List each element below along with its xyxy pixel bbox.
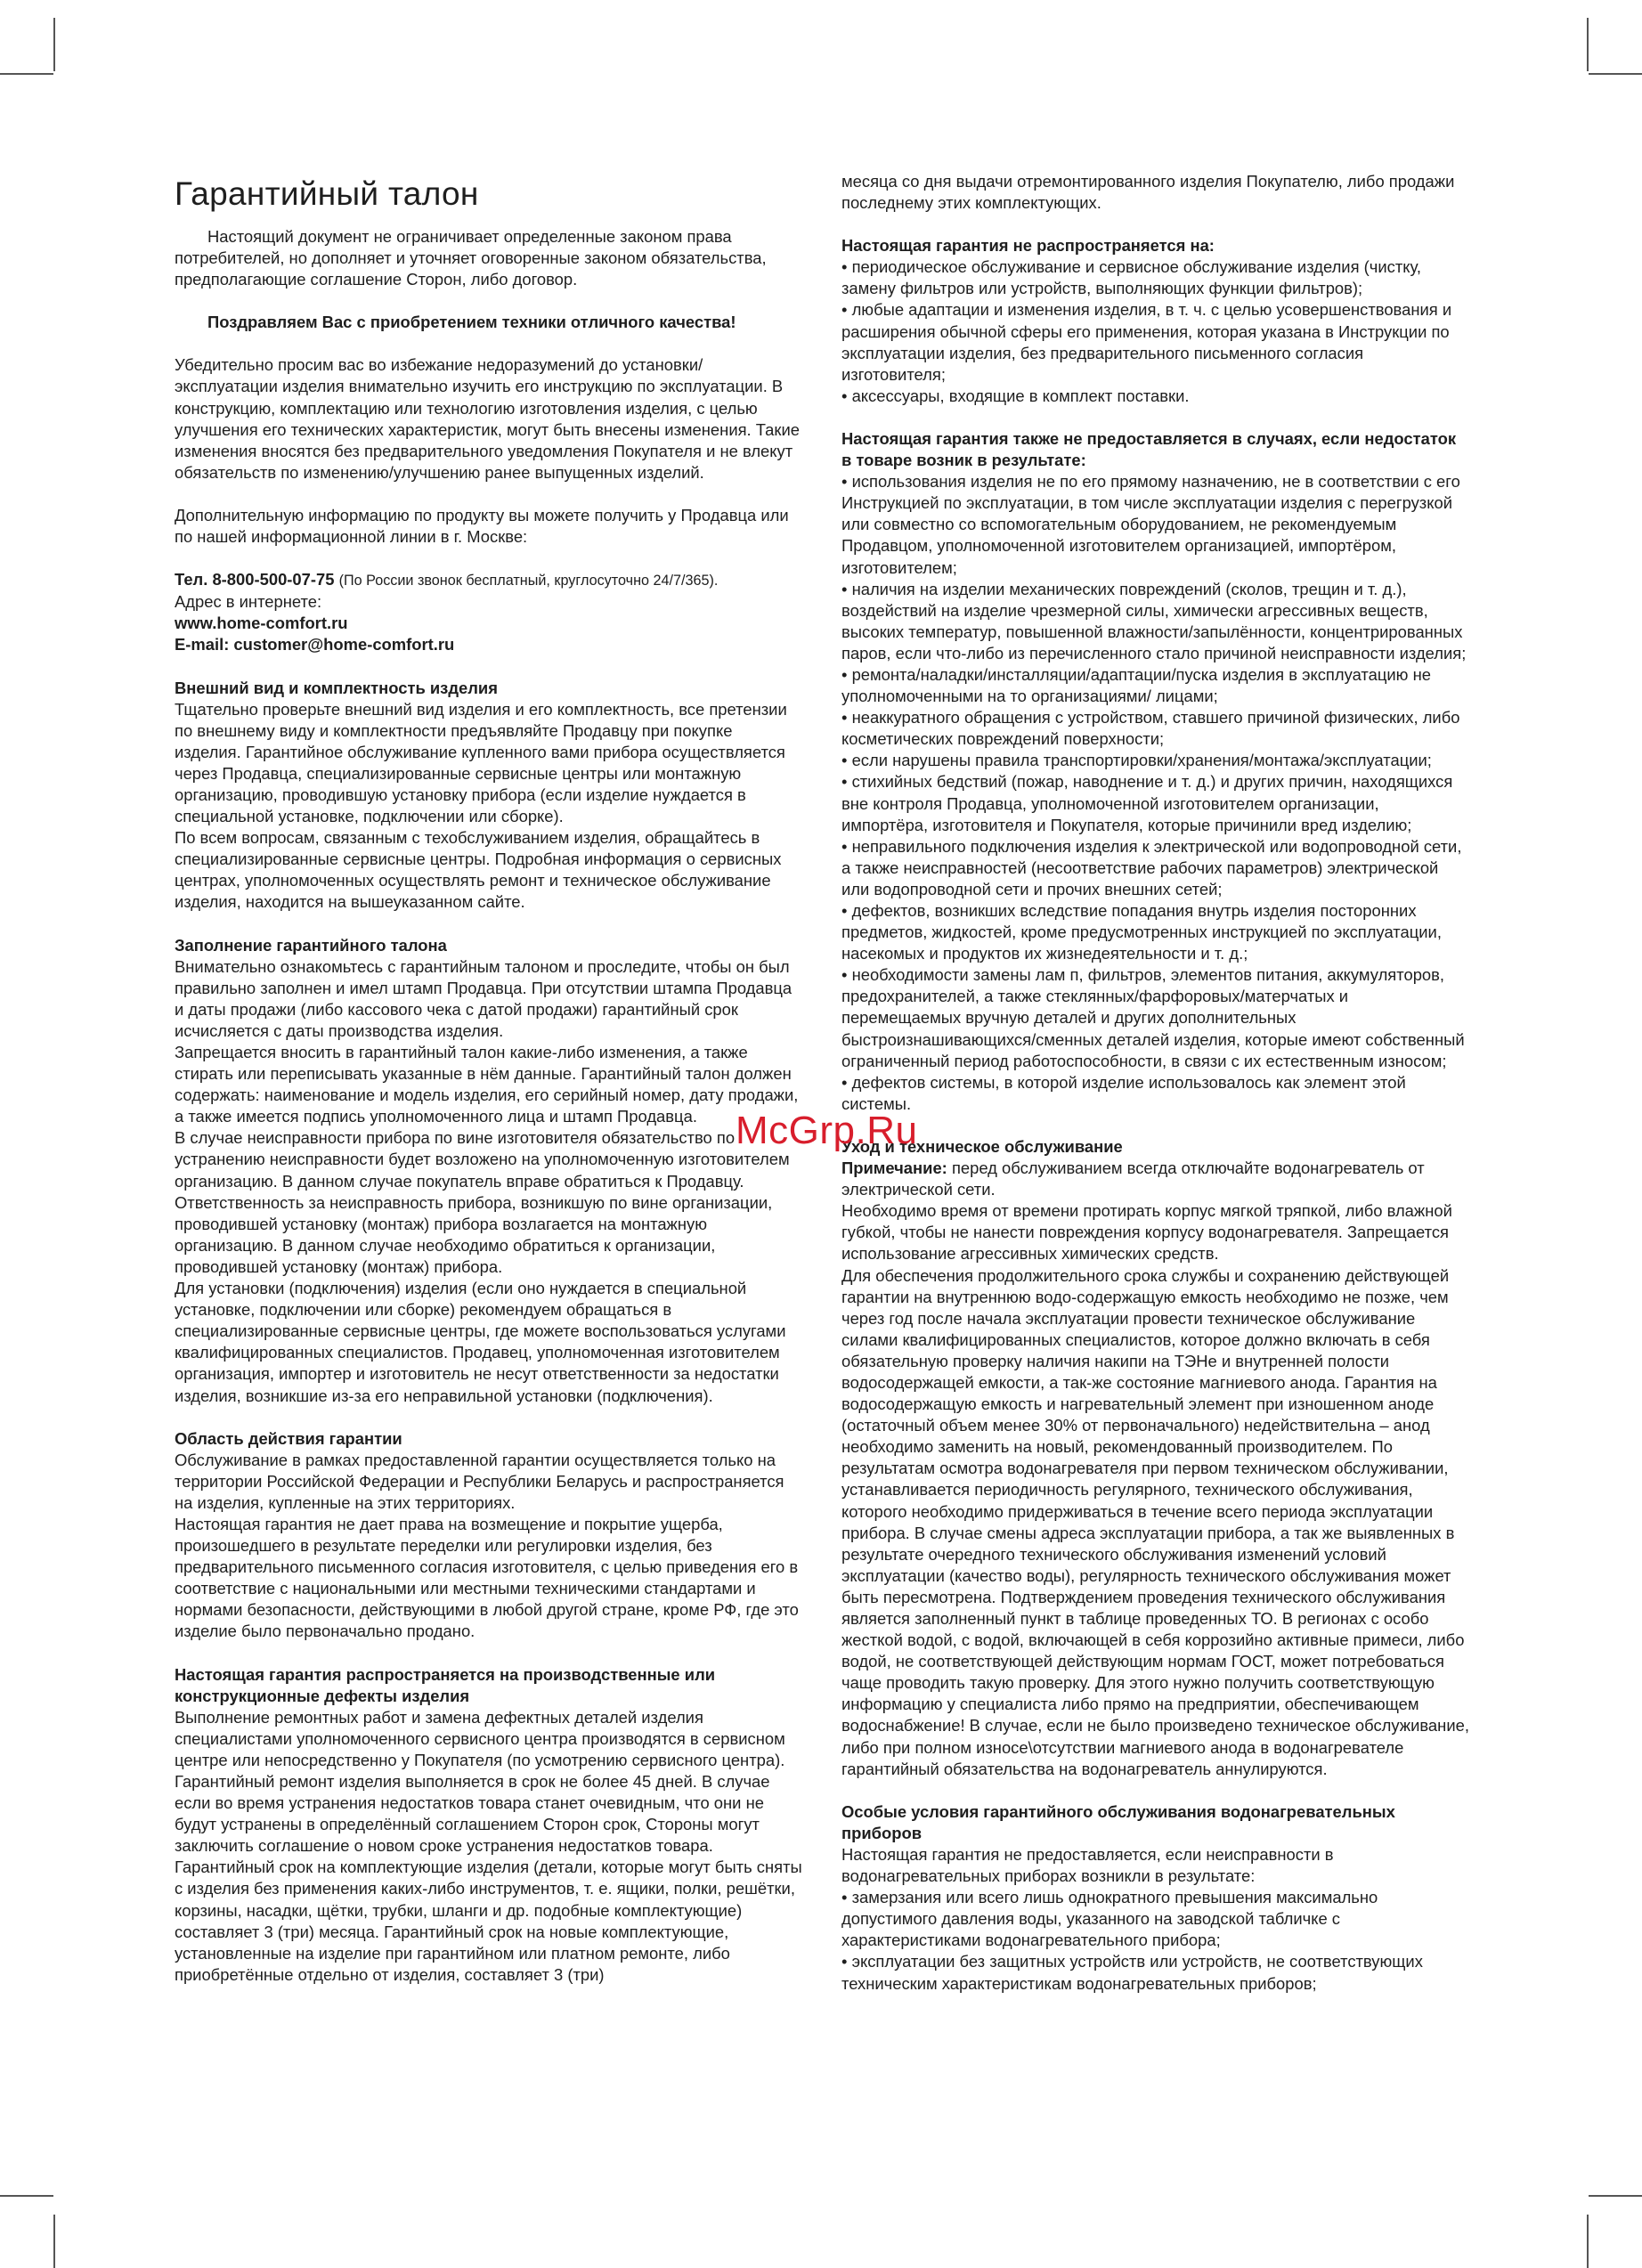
continuation-paragraph: месяца со дня выдачи отремонтированного изделия Покупателю, либо продажи последнему этих комплектующих. (841, 172, 1455, 213)
list-item: • стихийных бедствий (пожар, наводнение и т. д.) и других причин, находящихся вне контроля Продавца, уполномоченной изготовителем организации, импортёра, изготовителя и Покупателя, которые причинили вред изделию; (841, 771, 1469, 835)
crop-mark (1589, 73, 1642, 75)
list-item: • периодическое обслуживание и сервисное обслуживание изделия (чистку, замену фильтров или устройств, выполняющих функции фильтров); (841, 256, 1469, 299)
section-heading: Уход и техническое обслуживание (841, 1136, 1123, 1156)
section-heading: Настоящая гарантия также не предоставляется в случаях, если недостаток в товаре возник в результате: (841, 428, 1457, 470)
list-item: • неправильного подключения изделия к электрической или водопроводной сети, а также неисправностей (несоответствие рабочих параметров) электрической или водопроводной сети и прочих внешних сетей; (841, 836, 1469, 900)
section-paragraph: Настоящая гарантия не предоставляется, если неисправности в водонагревательных приборах возникли в результате: (841, 1844, 1334, 1886)
note-text: перед обслуживанием всегда отключайте водонагреватель от электрической сети. (841, 1158, 1425, 1199)
crop-mark (1587, 2215, 1589, 2268)
watermark: McGrp.Ru (736, 1109, 918, 1152)
list-item: • наличия на изделии механических повреждений (сколов, трещин и т. д.), воздействий на изделие чрезмерной силы, химически агрессивных веществ, высоких температур, повышенной влажности/запылённости, концентрированных паров, если что-либо из перечисленного стало причиной неисправности изделия; (841, 579, 1469, 664)
website-link[interactable]: www.home-comfort.ru (175, 614, 348, 633)
section-heading: Заполнение гарантийного талона (175, 935, 447, 955)
section-paragraph: Необходимо время от времени протирать корпус мягкой тряпкой, либо влажной губкой, чтобы не нанести повреждения корпусу водонагревателя. Запрещается использование агрессивных химических средств. (841, 1201, 1452, 1264)
section-heading: Настоящая гарантия распространяется на производственные или конструкционные дефекты изделия (175, 1664, 716, 1705)
section-paragraph: Настоящая гарантия не дает права на возмещение и покрытие ущерба, произошедшего в результате переделки или регулировки изделия, без предварительного письменного согласия изготовителя, с целью приведения его в соответствие с национальными или местными техническими стандартами и нормами безопасности, действующими в любой другой стране, кроме РФ, где это изделие было первоначально продано. (175, 1514, 799, 1641)
note-paragraph (841, 1158, 1469, 1200)
list-item: • если нарушены правила транспортировки/хранения/монтажа/эксплуатации; (841, 750, 1469, 771)
email-link[interactable]: E-mail: customer@home-comfort.ru (175, 635, 455, 654)
crop-mark (0, 2195, 53, 2197)
request-paragraph: Убедительно просим вас во избежание недоразумений до установки/эксплуатации изделия внимательно изучить его инструкцию по эксплуатации. В конструкцию, комплектацию или технологию изготовления изделия, с целью улучшения его технических характеристик, могут быть внесены изменения. Такие изменения вносятся без предварительного уведомления Покупателя и не влекут обязательств по изменению/улучшению ранее выпущенных изделий. (175, 355, 800, 482)
section-paragraph: Внимательно ознакомьтесь с гарантийным талоном и проследите, чтобы он был правильно заполнен и имел штамп Продавца. При отсутствии штампа Продавца и даты продажи (либо кассового чека с датой продажи) гарантийный срок исчисляется с даты производства изделия. (175, 956, 793, 1040)
section-heading: Настоящая гарантия не распространяется на: (841, 236, 1215, 256)
note-label: Примечание: (841, 1158, 947, 1178)
section-heading: Область действия гарантии (175, 1428, 402, 1448)
list-item: • использования изделия не по его прямому назначению, не в соответствии с его Инструкцией по эксплуатации, в том числе эксплуатации изделия с перегрузкой или совместно со вспомогательным оборудованием, не рекомендуемым Продавцом, уполномоченной изготовителем организацией, импортёром, изготовителем; (841, 471, 1469, 578)
intro-paragraph: Настоящий документ не ограничивает определенные законом права потребителей, но дополняет и уточняет оговоренные законом обязательства, предполагающие соглашение Сторон, либо договор. (175, 227, 767, 289)
section-paragraph: Гарантийный срок на комплектующие изделия (детали, которые могут быть сняты с изделия без применения каких-либо инструментов, т. е. ящики, полки, решётки, корзины, насадки, щётки, трубки, шланги и др. подобные комплектующие) составляет 3 (три) месяца. Гарантийный срок на новые комплектующие, установленные на изделие при гарантийном или платном ремонте, либо приобретённые отдельно от изделия, составляет 3 (три) (175, 1857, 802, 1984)
section-paragraph: Обслуживание в рамках предоставленной гарантии осуществляется только на территории Российской Федерации и Республики Беларусь и распространяется на изделия, купленные на этих территориях. (175, 1450, 784, 1512)
list-item: • необходимости замены лам п, фильтров, элементов питания, аккумуляторов, предохранителей, а также стеклянных/фарфоровых/матерчатых и перемещаемых вручную деталей и других дополнительных быстроизнашивающихся/сменных деталей изделия, которые имеют собственный ограниченный период работоспособности, в связи с их естественным износом; (841, 964, 1469, 1071)
web-label: Адрес в интернете: (175, 592, 322, 612)
list-item: • любые адаптации и изменения изделия, в т. ч. с целью усовершенствования и расширения обычной сферы его применения, которая указана в Инструкции по эксплуатации изделия, без предварительного письменного согласия изготовителя; (841, 299, 1469, 385)
list-item: • ремонта/наладки/инсталляции/адаптации/пуска изделия в эксплуатацию не уполномоченными на то организациями/ лицами; (841, 664, 1469, 707)
list-item: • аксессуары, входящие в комплект поставки. (841, 386, 1469, 407)
right-column (841, 171, 1469, 1995)
list-item: • дефектов, возникших вследствие попадания внутрь изделия посторонних предметов, жидкостей, кроме предусмотренных инструкцией по эксплуатации, насекомых и продуктов их жизнедеятельности и т. д.; (841, 900, 1469, 964)
section-paragraph: Выполнение ремонтных работ и замена дефектных деталей изделия специалистами уполномоченного сервисного центра производятся в сервисном центре или непосредственно у Покупателя (по усмотрению сервисного центра). Гарантийный ремонт изделия выполняется в срок не более 45 дней. В случае если во время устранения недостатков товара станет очевидным, что они не будут устранены в определённый соглашением Сторон срок, Стороны могут заключить соглашение о новом сроке устранения недостатков товара. (175, 1707, 785, 1856)
left-column (175, 175, 802, 1986)
section-heading: Внешний вид и комплектность изделия (175, 678, 498, 697)
section-paragraph: По всем вопросам, связанным с техобслуживанием изделия, обращайтесь в специализированные сервисные центры. Подробная информация о сервисных центрах, уполномоченных осуществлять ремонт и техническое обслуживание изделия, находится на вышеуказанном сайте. (175, 828, 782, 912)
phone-note: (По России звонок бесплатный, круглосуточно 24/7/365). (338, 573, 719, 589)
crop-mark (53, 18, 55, 71)
section-paragraph: Запрещается вносить в гарантийный талон какие-либо изменения, а также стирать или переписывать указанные в нём данные. Гарантийный талон должен содержать: наименование и модель изделия, его серийный номер, дату продажи, а также имеется подпись уполномоченного лица и штамп Продавца. (175, 1043, 799, 1126)
list-item: • замерзания или всего лишь однократного превышения максимально допустимого давления воды, указанного на заводской табличке с характеристиками водонагревательного прибора; (841, 1887, 1469, 1951)
crop-mark (0, 73, 53, 75)
section-paragraph: Тщательно проверьте внешний вид изделия и его комплектность, все претензии по внешнему виду и комплектности предъявляйте Продавцу при покупке изделия. Гарантийное обслуживание купленного вами прибора осуществляется через Продавца, специализированные сервисные центры или монтажную организацию, проводившую установку прибора (если изделие нуждается в специальной установке, подключении или сборке). (175, 699, 787, 826)
phone-number: Тел. 8-800-500-07-75 (175, 570, 335, 589)
section-heading: Особые условия гарантийного обслуживания водонагревательных приборов (841, 1801, 1395, 1842)
section-paragraph: Ответственность за неисправность прибора, возникшую по вине организации, проводившей установку (монтаж) прибора возлагается на монтажную организацию. В данном случае необходимо обратиться к организации, проводившей установку (монтаж) прибора. (175, 1192, 773, 1276)
list-item: • эксплуатации без защитных устройств или устройств, не соответствующих техническим характеристикам водонагревательных приборов; (841, 1951, 1469, 1994)
congrats-line: Поздравляем Вас с приобретением техники отличного качества! (207, 313, 736, 332)
phone-line (175, 569, 802, 591)
list-item: • дефектов системы, в которой изделие использовалось как элемент этой системы. (841, 1072, 1469, 1115)
section-paragraph: Для установки (подключения) изделия (если оно нуждается в специальной установке, подключении или сборке) рекомендуем обращаться в специализированные сервисные центры, где можете воспользоваться услугами квалифицированных специалистов. Продавец, уполномоченная изготовителем организация, импортер и изготовитель не несут ответственности за недостатки изделия, возникшие из-за его неправильной установки (подключения). (175, 1279, 786, 1405)
list-item: • неаккуратного обращения с устройством, ставшего причиной физических, либо косметических повреждений поверхности; (841, 707, 1469, 750)
section-paragraph: Для обеспечения продолжительного срока службы и сохранению действующей гарантии на внутреннюю водо-содержащую емкость необходимо не позже, чем через год после начала эксплуатации провести техническое обслуживание силами квалифицированных специалистов, которое должно включать в себя обязательную проверку наличия накипи на ТЭНе и внутренней полости водосодержащей емкости, а так-же состояние магниевого анода. Гарантия на водосодержащую емкость и нагревательный элемент при изношенном аноде (остаточный объем менее 30% от первоначального) недействительна – анод необходимо заменить на новый, рекомендованный производителем. По результатам осмотра водонагревателя при первом техническом обслуживании, устанавливается периодичность регулярного, технического обслуживания, которого необходимо придерживаться в течение всего периода эксплуатации прибора. В случае смены адреса эксплуатации прибора, а так же выявленных в результате очередного технического обслуживания изменений условий эксплуатации (качество воды), регулярность технического обслуживания может быть пересмотрена. Подтверждением проведения технического обслуживания является заполненный пункт в таблице проведенных ТО. В регионах с особо жесткой водой, с водой, включающей в себя коррозийно активные примеси, либо водой, не соответствующей действующим нормам ГОСТ, может потребоваться чаще проводить такую проверку. Для этого нужно получить соответствующую информацию у специалиста либо прямо на предприятии, обеспечивающем водоснабжение! В случае, если не было произведено техническое обслуживание, либо при полном износе\отсутствии магниевого анода в водонагревателе гарантийный обязательства на водонагреватель аннулируются. (841, 1265, 1469, 1778)
crop-mark (1587, 18, 1589, 71)
section-paragraph: В случае неисправности прибора по вине изготовителя обязательство по устранению неисправности будет возложено на уполномоченную изготовителем организацию. В данном случае покупатель вправе обратиться к Продавцу. (175, 1128, 790, 1191)
page-title: Гарантийный талон (175, 175, 479, 212)
crop-mark (1589, 2195, 1642, 2197)
crop-mark (53, 2215, 55, 2268)
additional-info-paragraph: Дополнительную информацию по продукту вы можете получить у Продавца или по нашей информационной линии в г. Москве: (175, 505, 789, 547)
